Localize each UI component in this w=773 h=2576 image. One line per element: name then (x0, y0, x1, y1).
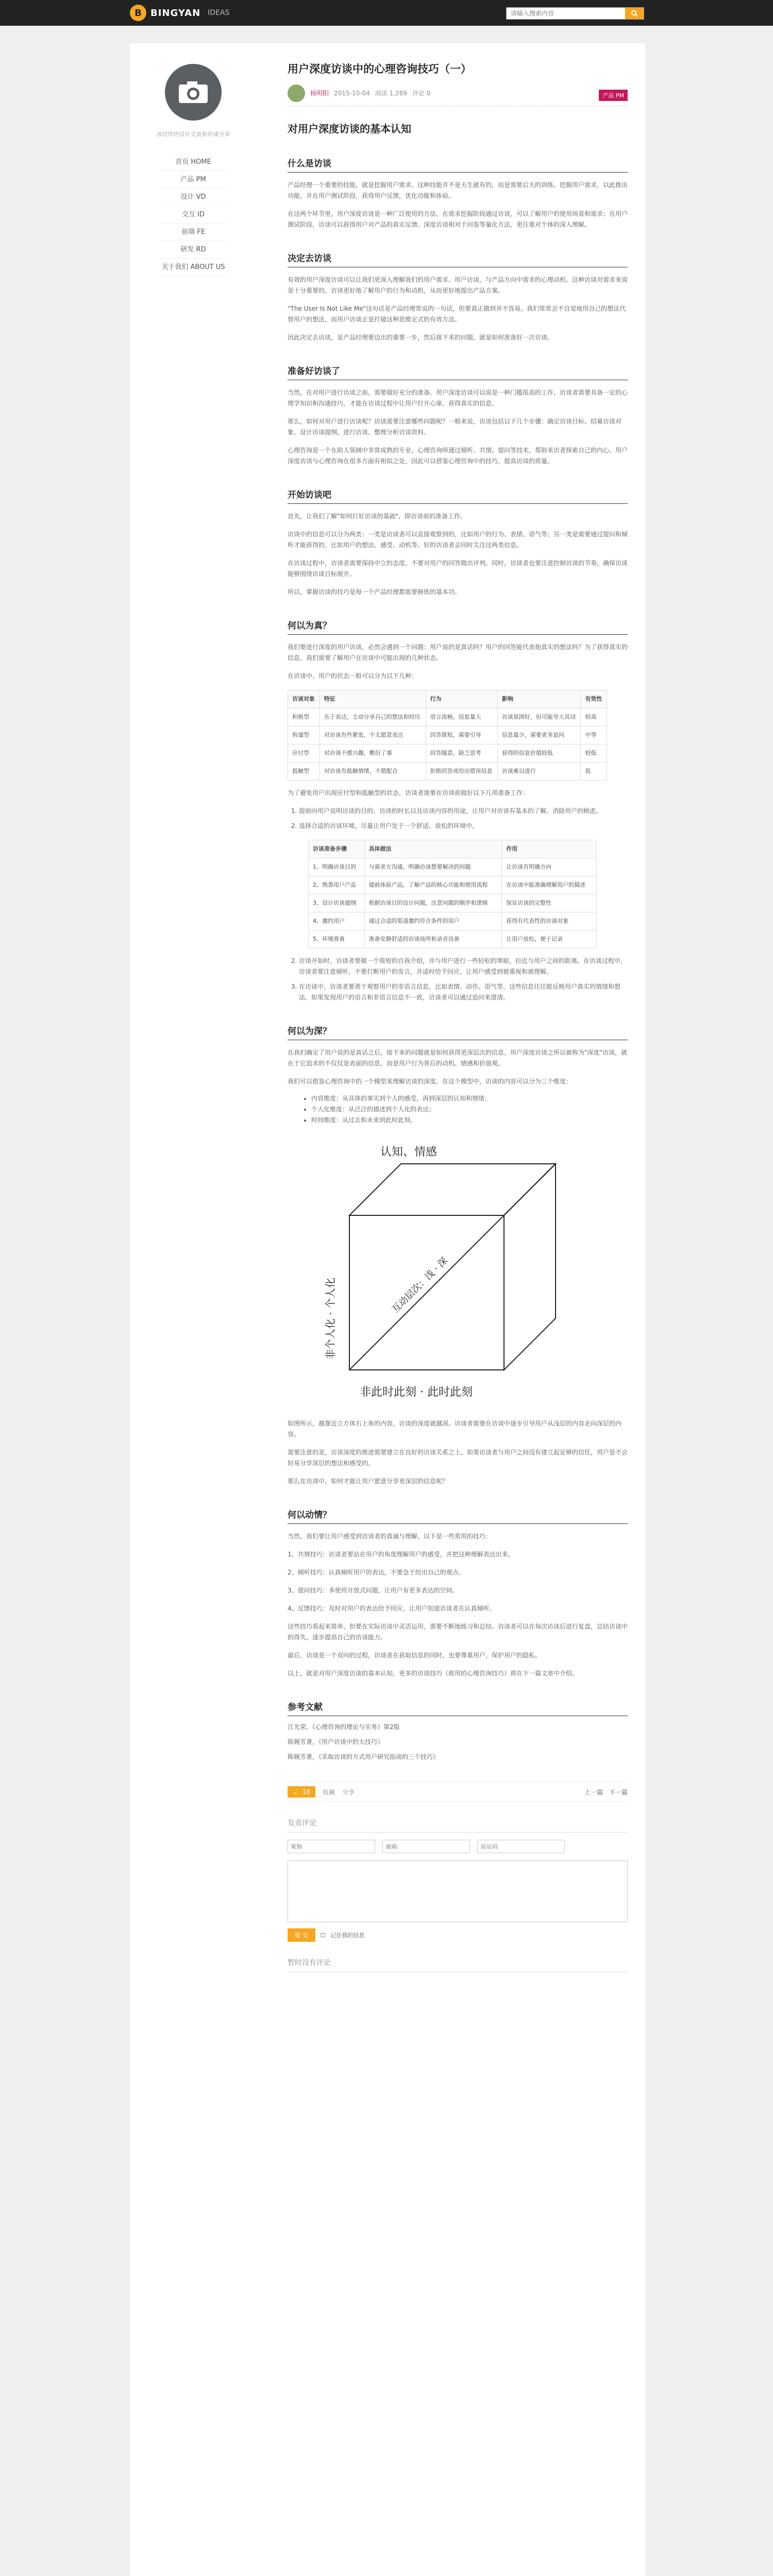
table-row (309, 912, 597, 930)
user-state-table (288, 690, 607, 781)
paragraph: 首先，让我们了解"如何打好访谈的基础"，即访谈前的准备工作。 (288, 513, 467, 520)
cube-left-label: 非个人化 · 个人化 (324, 1277, 337, 1360)
table-row (288, 726, 607, 744)
paragraph: 这些技巧看起来简单，但要在实际访谈中灵活运用，需要不断地练习和总结。访谈者可以在每次访谈后进行复盘，总结访谈中的得失，逐步提高自己的访谈能力。 (288, 1623, 628, 1641)
table-cell: 通过合适的渠道邀约符合条件的用户 (364, 912, 502, 930)
table-cell: 提前体验产品，了解产品的核心功能和使用流程 (364, 876, 502, 894)
table-row (288, 762, 607, 781)
table-row (309, 930, 597, 948)
table-cell: 较低 (581, 744, 607, 762)
sidebar-item-home[interactable]: 首页 HOME (160, 154, 227, 171)
paragraph: 产品经理一个重要的技能，就是挖掘用户需求。这种技能并不是天生就有的，而是需要后天的训练。挖掘用户需求，以此推出功能，并在用户测试阶段，获得用户反馈，优化功能和体验。 (288, 181, 628, 199)
paragraph: 我们可以借鉴心理咨询中的一个模型来理解访谈的深度。在这个模型中，访谈的内容可以分为三个维度： (288, 1078, 573, 1085)
sidebar-item-id[interactable]: 交互 ID (160, 206, 227, 224)
section-heading: 何以动情？ (288, 1510, 331, 1520)
references-heading: 参考文献 (288, 1702, 323, 1713)
table-header-row (288, 690, 607, 708)
table-cell: 拘谨型 (288, 726, 320, 744)
view-count: 阅读 1,289 (375, 90, 407, 97)
list-item: 2. 访谈开始时，访谈者要做一个简短的自我介绍，并与用户进行一些轻松的寒暄，拉近与用户之间的距离。在访谈过程中，访谈者要注意倾听，不要打断用户的发言，并适时给予回应，让用户感受到被重视和被理解。 (299, 956, 628, 977)
table-cell: 对访谈有抵触情绪，不愿配合 (320, 762, 426, 781)
table-cell: 语言流畅，信息量大 (426, 708, 497, 726)
sidebar-tagline: 冰岩作坊设计交流和访谈分享 (156, 131, 230, 138)
reference-item: 陈婉芳著，《采取访谈的方式用户研究指南的三个技巧》 (288, 1753, 440, 1760)
like-button[interactable]: 👍 18 (288, 1786, 315, 1798)
sidebar-nav (160, 154, 227, 276)
divider (288, 503, 628, 504)
author-avatar[interactable] (288, 84, 305, 102)
article-subtitle: 对用户深度访谈的基本认知 (288, 123, 411, 135)
sidebar-item-vd[interactable]: 设计 VD (160, 189, 227, 206)
next-article-link[interactable]: 下一篇 (609, 1788, 628, 1796)
divider (288, 1523, 628, 1524)
sidebar-item-rd[interactable]: 研发 RD (160, 241, 227, 259)
table-header: 特征 (320, 690, 426, 708)
paragraph: 最后，访谈是一个双向的过程，访谈者在获取信息的同时，也要尊重用户，保护用户的隐私。 (288, 1652, 542, 1659)
comment-submit-row (288, 1928, 628, 1942)
list-item: 1、共情技巧：访谈者要站在用户的角度理解用户的感受，并把这种理解表达出来。 (288, 1551, 514, 1558)
table-cell: 拒绝回答或给出错误信息 (426, 762, 497, 781)
paragraph: 在这两个环节里，用户深度访谈是一种广泛使用的方法。在需求挖掘阶段通过访谈，可以了解用户的使用场景和需求；在用户测试阶段，访谈可以获得用户对产品的真实反馈。深度访谈相对于问卷等量化方法，更注重对个体的深入理解。 (288, 210, 628, 228)
numbered-list (288, 806, 628, 832)
paragraph: 以上，就是对用户深度访谈的基本认知，更多的访谈技巧（致用的心理咨询技巧）将在下一篇文章中介绍。 (288, 1670, 579, 1677)
paragraph: 那么，如何对用户进行访谈呢？访谈需要注意哪些问题呢？一般来说，访谈包括以下几个步骤：确定访谈目标、招募访谈对象、设计访谈提纲、进行访谈、整理分析访谈资料。 (288, 418, 622, 436)
list-item: • 个人化维度：从泛泛的描述到个人化的表达； (311, 1104, 628, 1115)
brand-name: BINGYAN (150, 7, 201, 19)
article (288, 43, 628, 1972)
paragraph: 在访谈过程中，访谈者需要保持中立的态度，不要对用户的回答做出评判。同时，访谈者也要注意控制访谈的节奏，确保访谈能够围绕访谈目标展开。 (288, 560, 628, 578)
paragraph: 我们要进行深度的用户访谈，必然会遇到一个问题：用户说的是真话吗？用户的回答能代表他真实的想法吗？为了获得真实的信息，我们需要了解用户在访谈中可能出现的几种状态。 (288, 643, 628, 662)
table-row (309, 858, 597, 876)
captcha-field[interactable] (477, 1840, 565, 1853)
table-cell: 根据访谈目的设计问题，注意问题的顺序和逻辑 (364, 894, 502, 912)
bookmark-button[interactable]: 收藏 (323, 1788, 335, 1796)
table-cell: 积极型 (288, 708, 320, 726)
table-cell: 获得的信息价值较低 (497, 744, 581, 762)
comment-form-row (288, 1840, 628, 1853)
section-heading: 决定去访谈 (288, 253, 331, 264)
table-row (288, 744, 607, 762)
article-tools (288, 1782, 628, 1802)
table-cell: 对访谈不感兴趣，敷衍了事 (320, 744, 426, 762)
search-box (506, 7, 644, 20)
bullet-list (288, 1093, 628, 1126)
comment-count: 评论 0 (412, 90, 431, 97)
cube-bottom-label: 非此时此刻 · 此时此刻 (360, 1386, 473, 1399)
table-cell: 获得有代表性的访谈对象 (502, 912, 597, 930)
paragraph: 所以，掌握访谈的技巧是每一个产品经理都需要修炼的基本功。 (288, 588, 461, 596)
author-name[interactable]: 杨明阳 (310, 90, 329, 97)
table-cell: 访谈氛围好，但可能夸大其词 (497, 708, 581, 726)
list-item: 3. 在访谈中，访谈者要善于观察用户的非语言信息，比如表情、动作、语气等，这些信息往往能反映用户真实的情绪和想法。如果发现用户的语言和非语言信息不一致，访谈者可以通过追问来澄清。 (299, 981, 628, 1003)
paragraph: 访谈中的信息可以分为两类：一类是访谈者可以直接观察到的，比如用户的行为、表情、语气等；另一类是需要通过提问和倾听才能获得的，比如用户的想法、感受、动机等。好的访谈者会同时关注这两类信息。 (288, 531, 628, 549)
table-cell: 乐于表达，主动分享自己的想法和经历 (320, 708, 426, 726)
table-row (309, 894, 597, 912)
depth-cube-diagram (318, 1143, 576, 1411)
post-date: 2015-10-04 (334, 89, 370, 97)
table-header-row (309, 840, 597, 858)
section-heading: 何以为真？ (288, 621, 331, 631)
section-heading: 准备好访谈了 (288, 366, 340, 377)
table-cell: 较高 (581, 708, 607, 726)
search-input[interactable] (507, 8, 625, 19)
list-item: 4、反馈技巧：及时对用户的表达给予回应，让用户知道访谈者在认真倾听。 (288, 1605, 496, 1612)
table-cell: 4、邀约用户 (309, 912, 365, 930)
table-cell: 让访谈有明确方向 (502, 858, 597, 876)
table-cell: 信息量少，需要更多追问 (497, 726, 581, 744)
paragraph: 在访谈中，用户的状态一般可以分为以下几种： (288, 672, 418, 680)
numbered-list (288, 956, 628, 1003)
category-badge[interactable]: 产品 PM (599, 90, 628, 101)
table-cell: 在访谈中能准确理解用户的描述 (502, 876, 597, 894)
paragraph: 为了避免用户出现应付型和抵触型的状态，访谈者需要在访谈前做好以下几项准备工作： (288, 789, 529, 796)
prep-steps-table (308, 840, 597, 948)
reference-item: 江光荣，《心理咨询的理论与实务》第2版 (288, 1723, 400, 1731)
paragraph: 需要注意的是，访谈深度的推进需要建立在良好的访谈关系之上。如果访谈者与用户之间没有建立起足够的信任，用户是不会轻易分享深层的想法和感受的。 (288, 1449, 628, 1467)
table-header: 具体做法 (364, 840, 502, 858)
table-header: 行为 (426, 690, 497, 708)
table-cell: 抵触型 (288, 762, 320, 781)
email-field[interactable] (382, 1840, 470, 1853)
table-cell: 保证访谈的完整性 (502, 894, 597, 912)
table-cell: 中等 (581, 726, 607, 744)
top-bar (0, 0, 773, 26)
list-item: 3、提问技巧：多使用开放式问题，让用户有更多表达的空间。 (288, 1587, 459, 1594)
list-item: 2、倾听技巧：认真倾听用户的表达，不要急于给出自己的观点。 (288, 1569, 465, 1576)
article-meta (288, 86, 628, 106)
cube-diagonal-label: 互动层次：浅 · 深 (390, 1255, 450, 1315)
table-header: 访谈准备步骤 (309, 840, 365, 858)
sidebar-item-pm[interactable]: 产品 PM (160, 171, 227, 189)
table-row (309, 876, 597, 894)
table-cell: 访谈难以进行 (497, 762, 581, 781)
section-heading: 何以为深？ (288, 1026, 331, 1037)
brand-sub: IDEAS (208, 9, 230, 17)
table-cell: 2、熟悉用户产品 (309, 876, 365, 894)
sidebar-item-fe[interactable]: 前端 FE (160, 224, 227, 241)
article-pager (584, 1788, 628, 1797)
search-button[interactable] (625, 8, 644, 19)
search-icon (631, 10, 638, 17)
list-item: • 内容维度：从具体的事实到个人的感受，再到深层的认知和情绪； (311, 1093, 628, 1104)
remember-me-label: 记住我的信息 (330, 1932, 365, 1939)
table-header: 影响 (497, 690, 581, 708)
divider (288, 172, 628, 173)
cube-drawing (318, 1143, 576, 1411)
logo-mark-icon: B (130, 5, 146, 21)
table-cell: 与需求方沟通，明确访谈想要解决的问题 (364, 858, 502, 876)
table-header: 作用 (502, 840, 597, 858)
reference-item: 陈婉芳著，《用户访谈中的大技巧》 (288, 1738, 384, 1745)
paragraph: 当然，我们要让用户感受到访谈者的真诚与理解，以下是一些常用的技巧： (288, 1533, 492, 1540)
remember-me-checkbox[interactable]: ☐ (320, 1931, 326, 1939)
no-comment-notice: 暂时没有评论 (288, 1957, 628, 1972)
table-cell: 让用户放松，便于记录 (502, 930, 597, 948)
list-item: 2. 选择合适的访谈环境，尽量让用户处于一个舒适、放松的环境中。 (299, 821, 628, 832)
name-field[interactable] (288, 1840, 375, 1853)
share-button[interactable]: 分享 (342, 1788, 355, 1796)
paragraph: 有效的用户深度访谈可以让我们更深入理解我们的用户需求。用户访谈，与产品方向中需求的心理动机。这种访谈对需求来说是十分重要的，访谈更好地了解用户的行为和动机，从而更好地提出产品方案。 (288, 276, 628, 294)
section-heading: 什么是访谈 (288, 159, 331, 169)
section-heading: 开始访谈吧 (288, 490, 331, 500)
table-cell: 应付型 (288, 744, 320, 762)
paragraph: 在我们确定了用户说的是真话之后，接下来的问题就是如何获得更深层次的信息。用户深度访谈之所以被称为"深度"访谈，就在于它追求的不仅仅是表面的信息，而是用户行为背后的动机、情感和价值观。 (288, 1049, 628, 1067)
site-logo[interactable] (130, 4, 229, 22)
table-header: 有效性 (581, 690, 607, 708)
article-title: 用户深度访谈中的心理咨询技巧（一） (288, 63, 472, 75)
table-header: 访谈对象 (288, 690, 320, 708)
table-cell: 回答随意，缺乏思考 (426, 744, 497, 762)
table-cell: 5、环境准备 (309, 930, 365, 948)
paragraph: "The User Is Not Like Me"这句话是产品经理常说的一句话，但要真正做到并不容易。我们常常会不自觉地用自己的想法代替用户的想法，而用户访谈正是打破这种思维定式的有效方法。 (288, 305, 626, 323)
table-cell: 准备安静舒适的访谈场所和录音设备 (364, 930, 502, 948)
sidebar-item-about[interactable]: 关于我们 ABOUT US (160, 259, 227, 276)
table-cell: 3、设计访谈提纲 (309, 894, 365, 912)
sidebar (130, 43, 257, 332)
paragraph: 那么在访谈中，如何才能让用户愿意分享更深层的信息呢？ (288, 1478, 449, 1485)
paragraph: 因此决定去访谈，是产品经理要迈出的重要一步，然后接下来的问题，就是如何准备好一次访谈。 (288, 334, 554, 341)
cube-top-label: 认知、情感 (380, 1146, 438, 1159)
comment-form-heading: 发表评论 (288, 1818, 628, 1833)
divider (288, 634, 628, 635)
main-panel (130, 43, 645, 2576)
camera-icon (165, 64, 222, 121)
paragraph: 如图所示，越靠近立方体右上角的内容，访谈的深度就越深。访谈者需要在访谈中逐步引导用户从浅层的内容走向深层的内容。 (288, 1420, 622, 1438)
paragraph: 心理咨询是一个在助人领域中非常成熟的专业。心理咨询师通过倾听、共情、提问等技术，帮助来访者探索自己的内心。用户深度访谈与心理咨询在很多方面有相似之处，因此可以借鉴心理咨询中的技巧，提高访谈的质量。 (288, 447, 628, 465)
table-cell: 1、明确访谈目的 (309, 858, 365, 876)
comment-textarea[interactable] (288, 1860, 628, 1922)
list-item: • 时间维度：从过去和未来到此时此刻。 (311, 1115, 628, 1126)
list-item: 1. 提前向用户说明访谈的目的、访谈的时长以及访谈内容的用途，让用户对访谈有基本的了解，消除用户的顾虑。 (299, 806, 628, 817)
table-cell: 回答简短，需要引导 (426, 726, 497, 744)
table-cell: 对访谈有些紧张，不太愿意表达 (320, 726, 426, 744)
paragraph: 当然，在对用户进行访谈之前，需要做好充分的准备。用户深度访谈可以说是一种门槛很高的工作，访谈者需要具备一定的心理学知识和沟通技巧，才能在访谈过程中让用户打开心扉，获得真实的信息。 (288, 389, 628, 407)
submit-button[interactable]: 提 交 (288, 1928, 315, 1942)
table-row (288, 708, 607, 726)
table-cell: 低 (581, 762, 607, 781)
prev-article-link[interactable]: 上一篇 (584, 1788, 603, 1796)
